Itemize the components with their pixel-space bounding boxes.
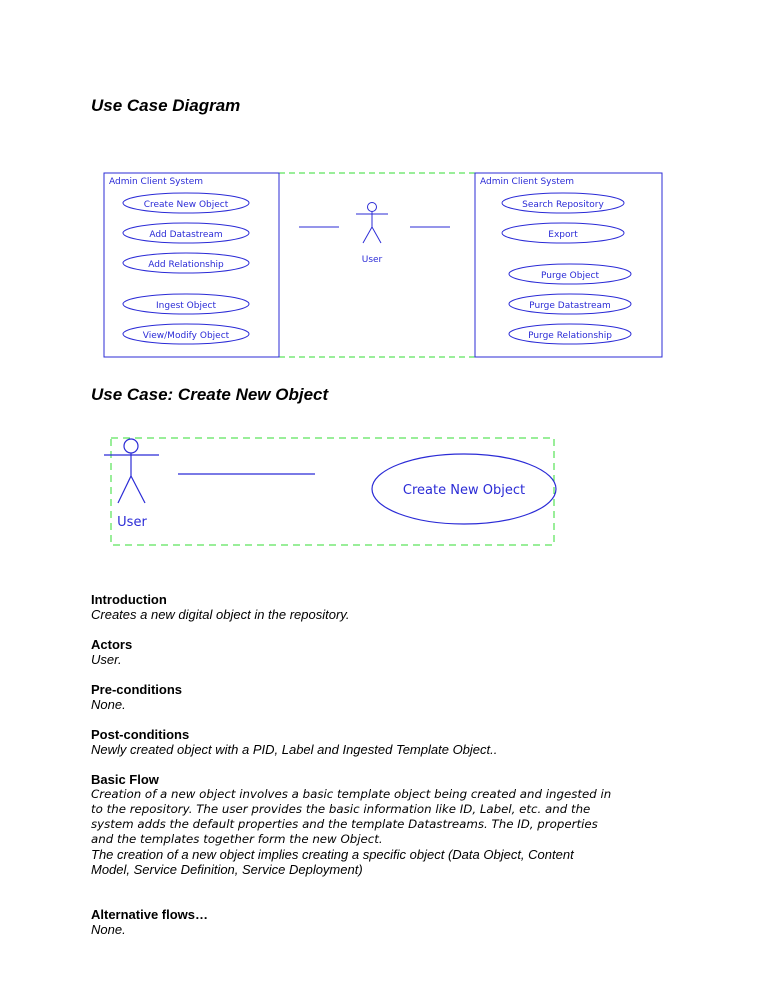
heading-use-case-diagram: Use Case Diagram bbox=[91, 96, 241, 115]
use-case-label: Purge Object bbox=[541, 271, 599, 281]
use-case-label: Purge Relationship bbox=[528, 331, 612, 341]
system-boundary-dashed bbox=[279, 173, 475, 357]
section-body: None. bbox=[91, 697, 126, 712]
left-system-label: Admin Client System bbox=[109, 177, 204, 187]
section-body-continued bbox=[91, 847, 691, 877]
section-body: Newly created object with a PID, Label and Ingested Template Object.. bbox=[91, 742, 498, 757]
section-title: Post-conditions bbox=[91, 727, 190, 742]
section-title: Introduction bbox=[91, 592, 167, 607]
section-introduction bbox=[91, 592, 691, 622]
section-body: None. bbox=[91, 922, 126, 937]
right-system-label: Admin Client System bbox=[480, 177, 575, 187]
use-case-ingest-object[interactable] bbox=[123, 294, 249, 314]
actor-label: User bbox=[117, 515, 147, 530]
actor-label: User bbox=[361, 255, 383, 265]
section-body: User. bbox=[91, 652, 122, 667]
use-case-search-repository[interactable] bbox=[502, 193, 624, 213]
use-case-label: Create New Object bbox=[143, 200, 229, 210]
flow-line: and the templates together form the new Object. bbox=[91, 832, 383, 846]
section-postconditions bbox=[91, 727, 691, 757]
use-case-label: Ingest Object bbox=[156, 301, 216, 311]
section-title: Actors bbox=[91, 637, 133, 652]
section-title: Pre-conditions bbox=[91, 682, 183, 697]
section-preconditions bbox=[91, 682, 691, 712]
use-case-label: Search Repository bbox=[522, 200, 604, 210]
section-basic-flow bbox=[91, 772, 691, 877]
section-body: Creates a new digital object in the repository. bbox=[91, 607, 350, 622]
section-alternative-flows bbox=[91, 907, 691, 937]
section-body bbox=[91, 787, 691, 847]
use-case-label: Export bbox=[548, 230, 578, 240]
use-case-create-new-object[interactable] bbox=[123, 193, 249, 213]
flow-line: to the repository. The user provides the basic information like ID, Label, etc. and the bbox=[91, 802, 591, 816]
use-case-create-new-object[interactable] bbox=[372, 454, 556, 524]
use-case-label: Create New Object bbox=[402, 483, 526, 498]
actor-user-icon bbox=[104, 439, 159, 503]
flow-line: The creation of a new object implies creating a specific object (Data Object, Content bbox=[91, 847, 574, 862]
use-case-export[interactable] bbox=[502, 223, 624, 243]
section-title: Alternative flows… bbox=[91, 907, 209, 922]
section-title: Basic Flow bbox=[91, 772, 159, 787]
section-actors bbox=[91, 637, 691, 667]
use-case-label: Purge Datastream bbox=[529, 301, 611, 311]
actor-user-icon bbox=[356, 203, 388, 244]
use-case-add-relationship[interactable] bbox=[123, 253, 249, 273]
use-case-label: Add Relationship bbox=[148, 260, 224, 270]
use-case-purge-object[interactable] bbox=[509, 264, 631, 284]
use-case-purge-datastream[interactable] bbox=[509, 294, 631, 314]
flow-line: Creation of a new object involves a basic template object being created and ingested in bbox=[91, 787, 612, 801]
use-case-label: View/Modify Object bbox=[142, 331, 230, 341]
use-case-view-modify-object[interactable] bbox=[123, 324, 249, 344]
flow-line: Model, Service Definition, Service Deployment) bbox=[91, 862, 363, 877]
use-case-purge-relationship[interactable] bbox=[509, 324, 631, 344]
use-case-label: Add Datastream bbox=[149, 230, 223, 240]
use-case-add-datastream[interactable] bbox=[123, 223, 249, 243]
flow-line: system adds the default properties and the template Datastreams. The ID, properties bbox=[91, 817, 598, 831]
heading-create-new-object: Use Case: Create New Object bbox=[91, 385, 329, 404]
